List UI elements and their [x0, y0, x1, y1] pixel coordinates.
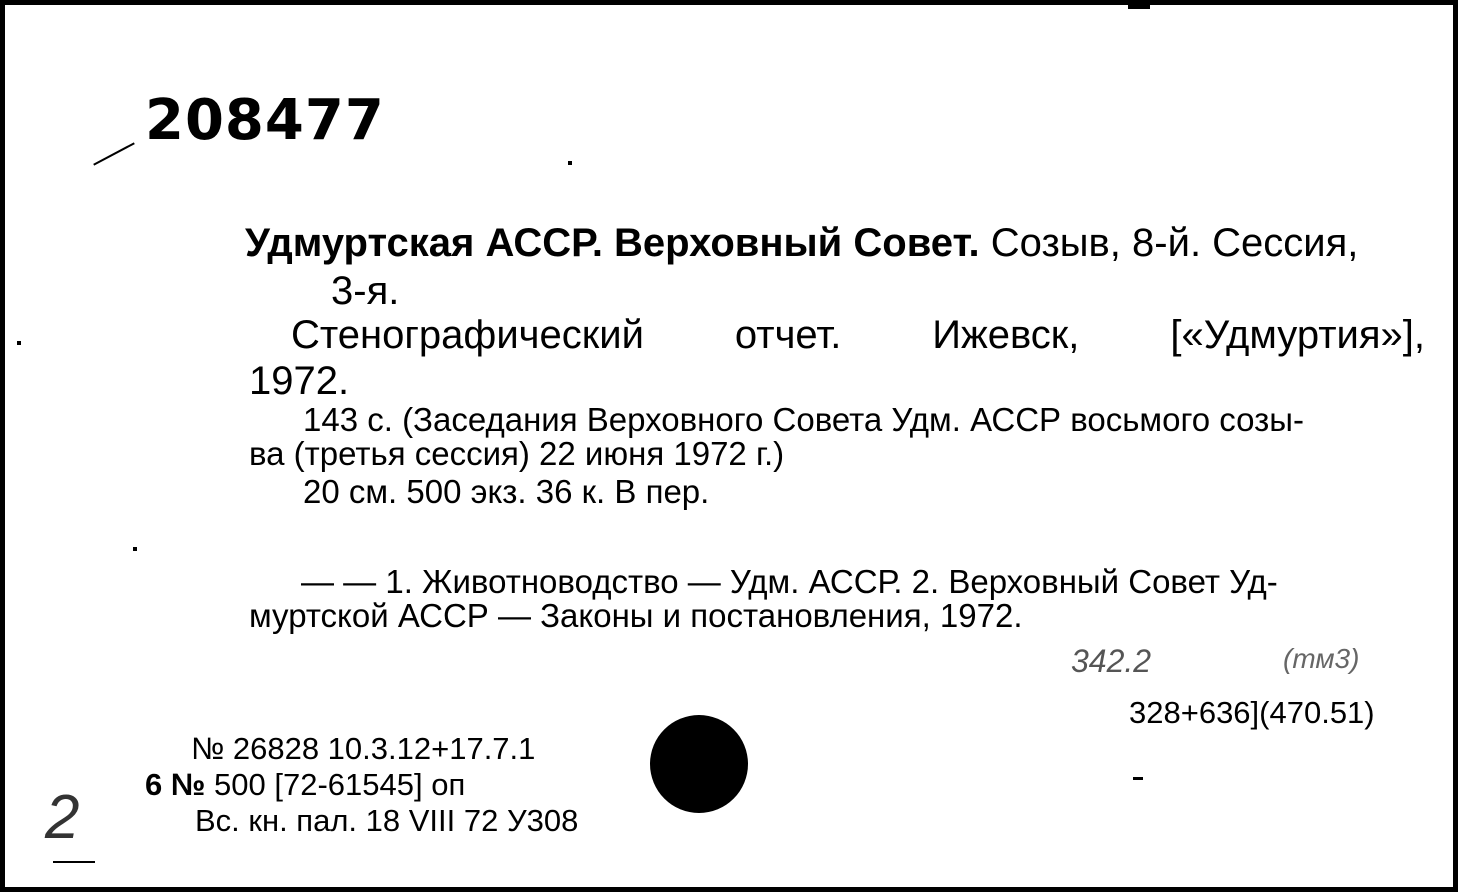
- dot: [17, 341, 21, 345]
- title-imprint-line: [291, 315, 1425, 355]
- handwritten-classification-1: 342.2: [1071, 643, 1152, 679]
- dot: [1133, 777, 1143, 780]
- pen-underline: [53, 861, 95, 863]
- dot: [568, 161, 572, 165]
- handwritten-margin-number: 2: [45, 783, 80, 852]
- handwritten-classification-2: (тм3): [1283, 643, 1360, 674]
- record-line-1: № 26828 10.3.12+17.7.1: [191, 731, 536, 766]
- subject-tracing-1: — — 1. Животноводство — Удм. АССР. 2. Верховный Совет Уд-: [301, 563, 1278, 600]
- pen-stroke: [93, 142, 135, 165]
- collation-line-2: ва (третья сессия) 22 июня 1972 г.): [249, 435, 785, 472]
- title-word: отчет.: [734, 313, 842, 357]
- dot: [133, 547, 137, 551]
- publisher: [«Удмуртия»],: [1170, 313, 1425, 357]
- title-word: Стенографический: [291, 313, 644, 357]
- copies-prefix: 6 №: [145, 767, 215, 802]
- record-line-3: Вс. кн. пал. 18 VIII 72 У308: [195, 803, 579, 838]
- classification-code: 328+636](470.51): [1129, 695, 1375, 730]
- ink-blot: [650, 715, 748, 813]
- top-edge-mark: [1128, 5, 1150, 9]
- subject-tracing-2: муртской АССР — Законы и постановления, 1972.: [249, 597, 1023, 634]
- collation-line-1: 143 с. (Заседания Верховного Совета Удм. АССР восьмого созы-: [303, 401, 1304, 438]
- author-heading: Удмуртская АССР. Верховный Совет.: [245, 221, 980, 265]
- copies-order: 500 [72-61545] оп: [214, 767, 466, 802]
- session-number: 3-я.: [331, 269, 400, 313]
- card-heading: [245, 223, 1358, 263]
- record-line-2: [145, 769, 465, 800]
- convocation-session: Созыв, 8-й. Сессия,: [979, 221, 1359, 265]
- handwritten-card-number: 208477: [145, 88, 385, 153]
- place-of-publication: Ижевск,: [932, 313, 1080, 357]
- format-line: 20 см. 500 экз. 36 к. В пер.: [303, 473, 710, 510]
- publication-year: 1972.: [249, 359, 350, 403]
